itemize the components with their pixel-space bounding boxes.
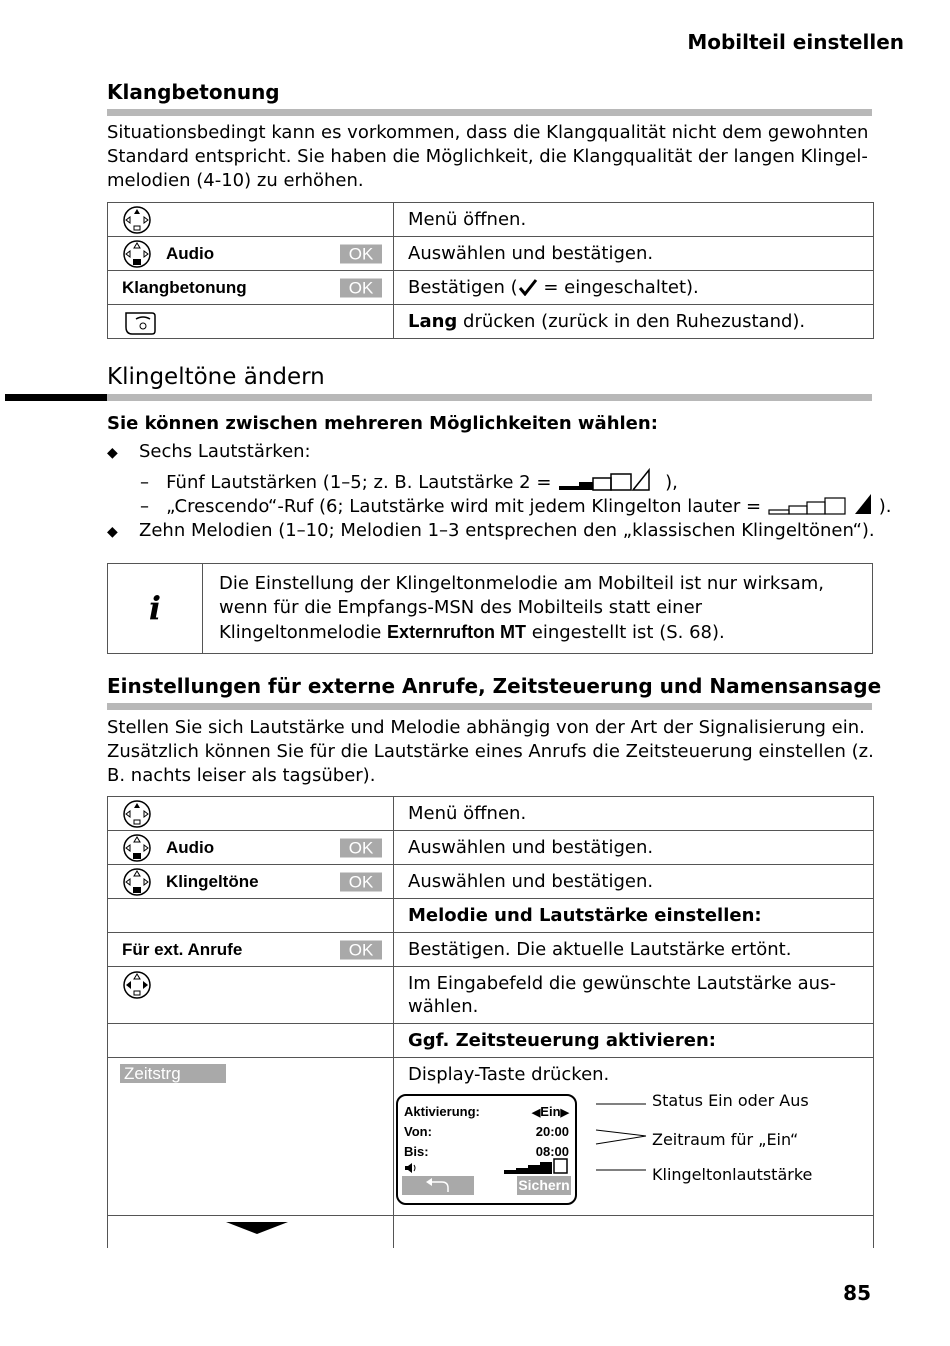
table-row (108, 967, 874, 1024)
table-row (108, 865, 874, 899)
callout-period: Zeitraum für „Ein“ (652, 1130, 799, 1149)
step-text: Menü öffnen. (394, 797, 874, 831)
nav-key-left-right-icon (122, 970, 152, 1000)
handset-display (396, 1094, 577, 1205)
callout-status: Status Ein oder Aus (652, 1091, 809, 1110)
step-text: Display-Taste drücken. Aktivierung: ◀Ein▶ Von: 20:00 Bis: 08:00 Sichern Status Ein oder Aus Zeitraum für „Ein“ Klingeltonlautstärke (394, 1058, 874, 1216)
continue-arrow-icon (226, 1222, 288, 1234)
list-item: – Fünf Lautstärken (1–5; z. B. Lautstärke 2 = ), (140, 468, 678, 493)
info-box (107, 563, 873, 654)
menu-item-klingeltoene: Klingeltöne (166, 871, 259, 891)
chapter-marker (5, 394, 107, 401)
menu-item-klangbetonung: Klangbetonung (122, 277, 247, 297)
step-text: Bestätigen. Die aktuelle Lautstärke ertönt. (394, 933, 874, 967)
volume-crescendo-icon (767, 492, 879, 516)
table-row (108, 933, 874, 967)
volume-level-2-icon (557, 468, 665, 492)
nav-key-up-icon (122, 799, 152, 829)
to-label: Bis: (404, 1144, 429, 1159)
page-number: 85 (843, 1281, 871, 1305)
ok-key: OK (340, 872, 382, 891)
save-softkey: Sichern (518, 1177, 570, 1193)
table-row (108, 899, 874, 933)
list-item: – „Crescendo“-Ruf (6; Lautstärke wird mit jedem Klingelton lauter = ). (140, 492, 892, 517)
table-row (108, 271, 874, 305)
step-text: Auswählen und bestätigen. (394, 831, 874, 865)
steps-table-einstellungen (107, 796, 874, 1248)
table-row (108, 797, 874, 831)
section-title-klingeltoene: Klingeltöne ändern (107, 364, 325, 390)
table-row (108, 203, 874, 237)
nav-key-down-icon (122, 239, 152, 269)
step-heading: Melodie und Lautstärke einstellen: (394, 899, 874, 933)
info-text: Die Einstellung der Klingeltonmelodie am Mobilteil ist nur wirksam, wenn für die Empfangs-MSN des Mobilteils statt einer Klingeltonmelodie Externrufton MT eingestellt ist (S. 68). (219, 573, 824, 643)
list-item: ◆ Sechs Lautstärken: (107, 441, 311, 462)
menu-item-fuer-ext-anrufe: Für ext. Anrufe (122, 939, 243, 959)
step-text: Menü öffnen. (394, 203, 874, 237)
arrow-right-icon: ▶ (560, 1107, 569, 1119)
section-title-klangbetonung: Klangbetonung (107, 80, 280, 104)
nav-key-down-icon (122, 867, 152, 897)
section-rule (107, 394, 872, 401)
menu-item-audio: Audio (166, 837, 215, 857)
step-text: Bestätigen ( = eingeschaltet). (394, 271, 874, 305)
section-rule (107, 703, 872, 710)
table-row (108, 237, 874, 271)
table-row (108, 305, 874, 339)
paragraph: Situationsbedingt kann es vorkommen, dass die Klangqualität nicht dem gewohnten Standard entspricht. Sie haben die Möglichkeit, die Klangqualität der langen Klingel-melodien (4-10) zu erhöhen. (107, 122, 869, 191)
nav-key-up-icon (122, 205, 152, 235)
diamond-bullet-icon: ◆ (107, 445, 118, 461)
diamond-bullet-icon: ◆ (107, 524, 118, 540)
callout-volume: Klingeltonlautstärke (652, 1165, 813, 1184)
menu-item-audio: Audio (166, 243, 215, 263)
steps-table-klangbetonung (107, 202, 874, 339)
info-icon: i (108, 564, 203, 653)
back-softkey (402, 1176, 474, 1195)
step-text: Auswählen und bestätigen. (394, 865, 874, 899)
softkey-zeitstrg: Zeitstrg (120, 1064, 226, 1083)
table-row (108, 1058, 874, 1216)
activation-value: ◀Ein▶ (531, 1104, 569, 1119)
intro-text: Sie können zwischen mehreren Möglichkeiten wählen: (107, 413, 658, 434)
speaker-icon (404, 1162, 418, 1174)
callout-lines (594, 1094, 648, 1174)
end-call-key-icon (122, 309, 156, 335)
from-label: Von: (404, 1124, 432, 1139)
section-title-einstellungen: Einstellungen für externe Anrufe, Zeitsteuerung und Namensansage (107, 674, 882, 698)
checkmark-icon (518, 278, 538, 296)
nav-key-down-icon (122, 833, 152, 863)
back-arrow-icon (402, 1176, 474, 1195)
step-text: Auswählen und bestätigen. (394, 237, 874, 271)
step-text: Lang drücken (zurück in den Ruhezustand). (394, 305, 874, 339)
ok-key: OK (340, 940, 382, 959)
to-value: 08:00 (535, 1144, 569, 1159)
ok-key: OK (340, 278, 382, 297)
paragraph: Stellen Sie sich Lautstärke und Melodie abhängig von der Art der Signalisierung ein. Zusätzlich können Sie für die Lautstärke eines Anrufs die Zeitsteuerung einstellen (z. B. nachts leiser als tagsüber). (107, 717, 874, 786)
step-text: Im Eingabefeld die gewünschte Lautstärke aus-wählen. (394, 967, 874, 1024)
from-value: 20:00 (535, 1124, 569, 1139)
activation-label: Aktivierung: (404, 1104, 480, 1119)
arrow-left-icon: ◀ (531, 1107, 541, 1119)
table-row (108, 1024, 874, 1058)
ok-key: OK (340, 244, 382, 263)
volume-bar-icon (503, 1158, 569, 1174)
table-row (108, 831, 874, 865)
list-item: ◆ Zehn Melodien (1–10; Melodien 1–3 entsprechen den „klassischen Klingeltönen“). (107, 520, 875, 541)
step-heading: Ggf. Zeitsteuerung aktivieren: (394, 1024, 874, 1058)
running-title: Mobilteil einstellen (687, 30, 904, 54)
table-row (108, 1216, 874, 1248)
ok-key: OK (340, 838, 382, 857)
section-rule (107, 109, 872, 116)
